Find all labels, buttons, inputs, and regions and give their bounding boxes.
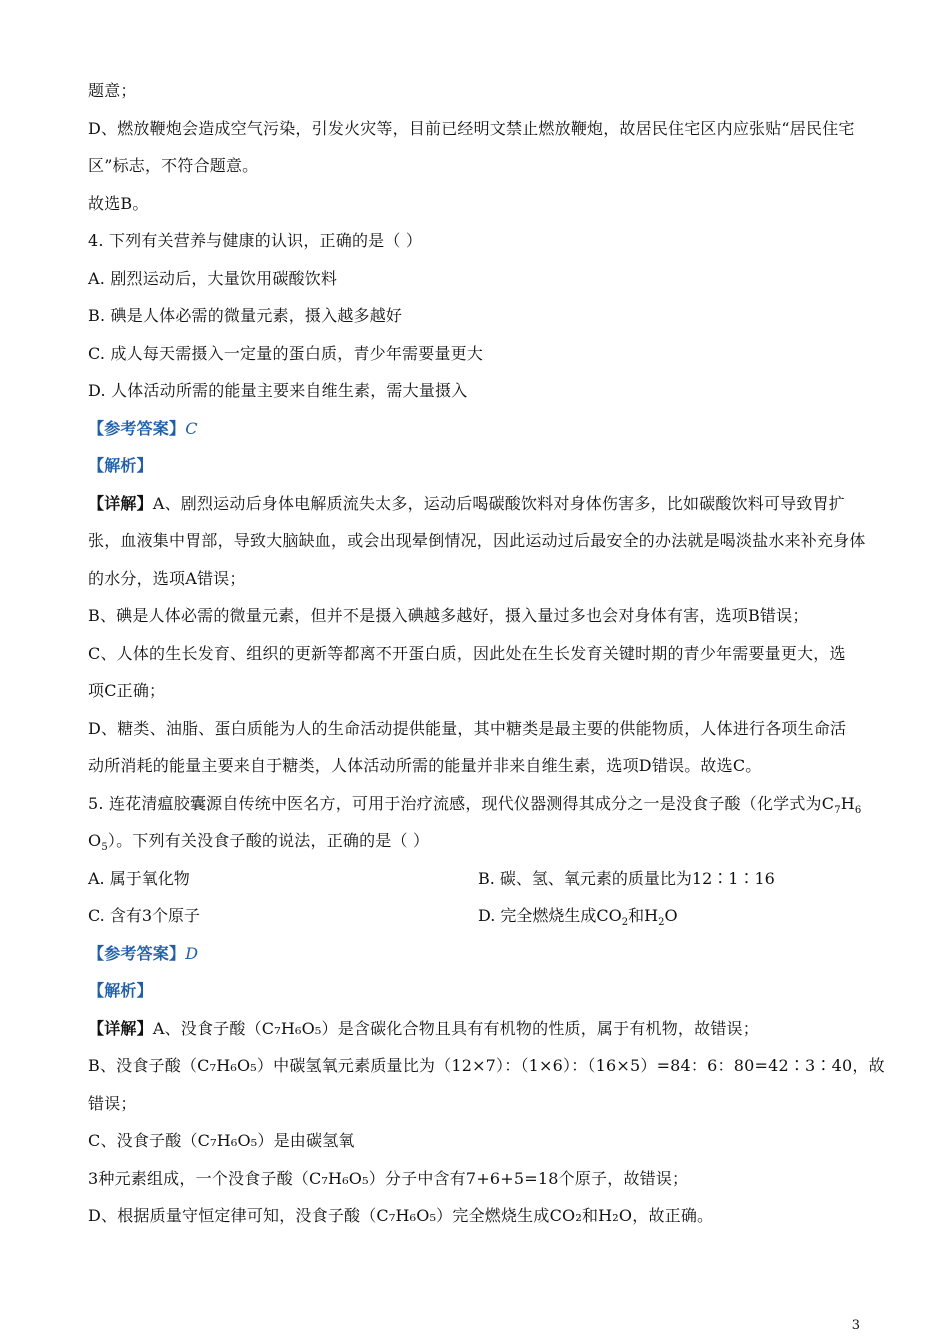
subscript: 6 [854, 805, 862, 817]
q4-detail-8: 动所消耗的能量主要来自于糖类，人体活动所需的能量并非来自维生素，选项D错误。故选C。 [88, 756, 762, 775]
q5-option-b: B. 碳、氢、氧元素的质量比为12∶1∶16 [478, 869, 775, 888]
question-5-stem-1 [88, 793, 862, 822]
q4-analysis-tag [88, 455, 862, 477]
analysis-tag: 【解析】 [88, 456, 153, 475]
q4-detail-5: C、人体的生长发育、组织的更新等都离不开蛋白质，因此处在生长发育关键时期的青少年需要量更大，选 [88, 644, 846, 663]
q5-detail-3: 错误； [88, 1094, 137, 1113]
q5-analysis-tag [88, 980, 862, 1002]
q4-detail-4: B、碘是人体必需的微量元素，但并不是摄入碘越多越好，摄入量过多也会对身体有害，选项B错误； [88, 606, 809, 625]
q5-detail-6: D、根据质量守恒定律可知，没食子酸（C₇H₆O₅）完全燃烧生成CO₂和H₂O，故正确。 [88, 1206, 714, 1225]
q5-detail-2: B、没食子酸（C₇H₆O₅）中碳氢氧元素质量比为（12×7）：（1×6）：（16×5）=84：6：80=42∶3∶40，故 [88, 1056, 885, 1075]
detail-text: A、没食子酸（C₇H₆O₅）是含碳化合物且具有有机物的性质，属于有机物，故错误； [152, 1019, 759, 1038]
question-4-stem: 4. 下列有关营养与健康的认识，正确的是（ ） [88, 231, 423, 250]
element-symbol: O [88, 831, 102, 850]
q4-option-d: D. 人体活动所需的能量主要来自维生素，需大量摄入 [88, 381, 468, 400]
q4-option-b: B. 碘是人体必需的微量元素，摄入越多越好 [88, 306, 403, 325]
subscript: 2 [658, 917, 665, 929]
subscript: 7 [834, 805, 841, 817]
q4-detail-1 [88, 493, 862, 515]
element-symbol: H [840, 794, 855, 813]
q4-detail-6: 项C正确； [88, 681, 166, 700]
answer-tag: 【参考答案】 [88, 419, 186, 438]
text-line: 故选B。 [88, 194, 149, 213]
answer-value: D [185, 944, 199, 963]
page-number: 3 [851, 1318, 860, 1333]
q4-detail-2: 张，血液集中胃部，导致大脑缺血，或会出现晕倒情况，因此运动过后最安全的办法就是喝淡盐水来补充身体 [88, 531, 866, 550]
q4-option-a: A. 剧烈运动后，大量饮用碳酸饮料 [88, 269, 338, 288]
stem-text: 5. 连花清瘟胶囊源自传统中医名方，可用于治疗流感，现代仪器测得其成分之一是没食子酸（化学式为C [88, 794, 835, 813]
answer-tag: 【参考答案】 [88, 944, 186, 963]
text-line: 题意； [88, 81, 137, 100]
q4-detail-7: D、糖类、油脂、蛋白质能为人的生命活动提供能量，其中糖类是最主要的供能物质，人体进行各项生命活 [88, 719, 847, 738]
subscript: 2 [621, 917, 629, 929]
q5-option-a: A. 属于氧化物 [88, 869, 190, 888]
q5-answer [88, 943, 862, 965]
option-text: O [664, 906, 678, 925]
option-text: 和H [628, 906, 659, 925]
stem-text: ）。下列有关没食子酸的说法，正确的是（ ） [107, 831, 430, 850]
detail-text: A、剧烈运动后身体电解质流失太多，运动后喝碳酸饮料对身体伤害多，比如碳酸饮料可导致胃扩 [152, 494, 845, 513]
q5-detail-5: 3种元素组成，一个没食子酸（C₇H₆O₅）分子中含有7+6+5=18个原子，故错误； [88, 1169, 689, 1188]
question-5-stem-2 [88, 830, 862, 859]
detail-tag: 【详解】 [88, 494, 153, 513]
option-text: D. 完全燃烧生成CO [478, 906, 622, 925]
q4-answer [88, 418, 862, 440]
answer-value: C [185, 419, 198, 438]
text-line: D、燃放鞭炮会造成空气污染，引发火灾等，目前已经明文禁止燃放鞭炮，故居民住宅区内应张贴“居民住宅 [88, 119, 855, 138]
q5-option-d [478, 905, 678, 934]
detail-tag: 【详解】 [88, 1019, 153, 1038]
q5-detail-4: C、没食子酸（C₇H₆O₅）是由碳氢氧 [88, 1131, 355, 1150]
text-line: 区”标志，不符合题意。 [88, 156, 259, 175]
q4-option-c: C. 成人每天需摄入一定量的蛋白质，青少年需要量更大 [88, 344, 484, 363]
analysis-tag: 【解析】 [88, 981, 153, 1000]
subscript: 5 [101, 842, 108, 854]
q5-option-c: C. 含有3个原子 [88, 906, 201, 925]
q5-detail-1 [88, 1018, 862, 1040]
q4-detail-3: 的水分，选项A错误； [88, 569, 246, 588]
